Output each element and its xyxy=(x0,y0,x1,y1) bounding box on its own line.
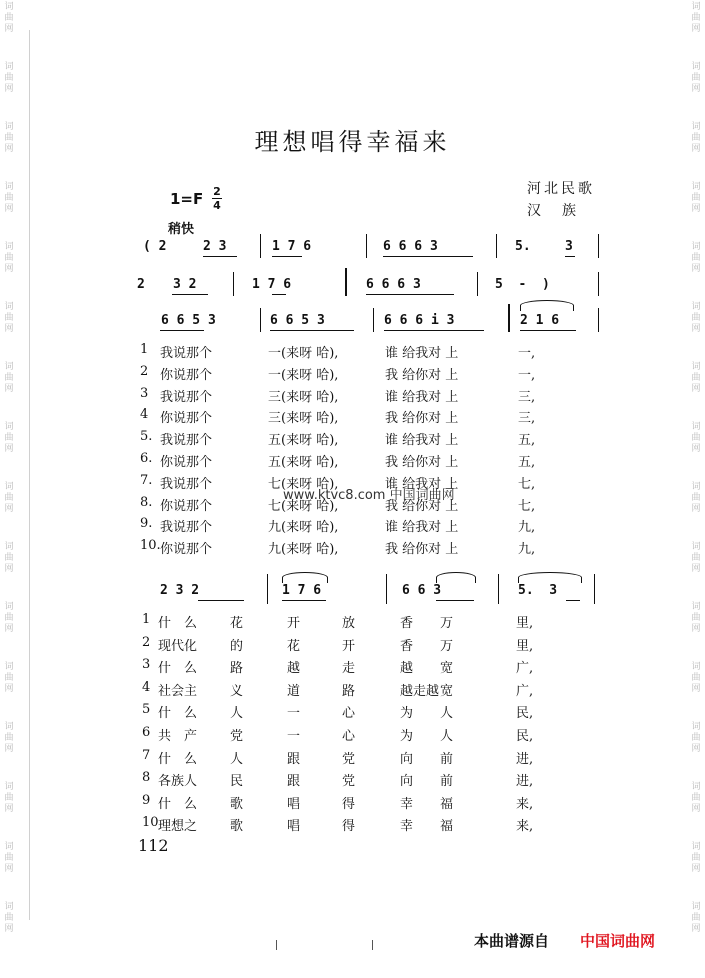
side-glyph: 词 xyxy=(691,722,701,732)
verse2-word: 向 xyxy=(400,774,414,790)
side-glyph: 曲 xyxy=(4,853,14,863)
verse1-d: 九, xyxy=(518,542,536,558)
verse2-word: 跟 xyxy=(287,774,301,790)
verse2-word: 人 xyxy=(440,729,454,744)
verse1-d: 九, xyxy=(518,520,536,536)
line1-m2: 6 6 5 3 xyxy=(270,313,325,328)
verse2-word: 越走越 xyxy=(400,683,440,699)
side-glyph: 网 xyxy=(4,84,14,94)
side-glyph-group xyxy=(2,482,16,515)
verse1-a: 我说那个 xyxy=(160,520,213,536)
verse1-c: 我 给你对 上 xyxy=(385,411,459,427)
verse1-d: 七, xyxy=(518,498,536,514)
verse2-number: 9 xyxy=(142,792,151,808)
verse2-word: 跟 xyxy=(287,751,301,767)
verse2-word: 来, xyxy=(516,796,534,812)
verse2-word: 广, xyxy=(516,661,534,677)
side-glyph: 词 xyxy=(4,902,14,912)
side-glyph: 词 xyxy=(4,662,14,672)
side-glyph: 词 xyxy=(4,422,14,432)
verse2-word: 开 xyxy=(342,638,356,654)
side-glyph: 曲 xyxy=(691,613,701,623)
verse2-word: 福 xyxy=(440,819,454,835)
key-signature: 1=F xyxy=(170,190,204,208)
margin-line xyxy=(29,30,30,920)
side-glyph: 网 xyxy=(4,504,14,514)
verse2-word: 广, xyxy=(516,683,534,699)
side-glyph-group xyxy=(2,2,16,35)
side-glyph: 词 xyxy=(691,602,701,612)
verse2-word: 党 xyxy=(230,729,244,744)
verse1-a: 我说那个 xyxy=(160,433,213,449)
verse1-b: 一(来呀 哈), xyxy=(268,367,339,383)
side-glyph-group xyxy=(689,182,703,215)
side-glyph: 曲 xyxy=(4,733,14,743)
verse2-number: 10 xyxy=(142,815,159,831)
side-glyph: 词 xyxy=(4,542,14,552)
verse1-d: 一, xyxy=(518,367,536,383)
side-glyph: 网 xyxy=(4,444,14,454)
verse1-a: 你说那个 xyxy=(160,498,213,514)
verse1-a: 我说那个 xyxy=(160,476,213,492)
side-glyph: 网 xyxy=(691,144,701,154)
side-glyph: 网 xyxy=(4,204,14,214)
side-glyph: 网 xyxy=(691,24,701,34)
verse1-n: 5. xyxy=(140,429,153,445)
verse1-b: 三(来呀 哈), xyxy=(268,411,339,427)
verse2-word: 里, xyxy=(516,616,534,631)
side-glyph-group xyxy=(689,842,703,875)
side-glyph: 曲 xyxy=(691,793,701,803)
verse2-word: 民, xyxy=(516,729,534,744)
line2-m4: 5. 3 xyxy=(518,583,558,598)
verse2-word: 花 xyxy=(287,638,301,654)
verse2-word: 来, xyxy=(516,819,534,835)
verse2-number: 5 xyxy=(142,702,151,718)
verse1-n: 9. xyxy=(140,516,153,532)
verse1-b: 五(来呀 哈), xyxy=(268,455,339,470)
side-glyph: 词 xyxy=(4,482,14,492)
time-denominator: 4 xyxy=(213,199,221,212)
verse2-word: 一 xyxy=(287,706,301,722)
verse2-word: 唱 xyxy=(287,819,301,835)
side-glyph: 曲 xyxy=(691,673,701,683)
side-glyph: 词 xyxy=(4,242,14,252)
side-glyph: 词 xyxy=(4,362,14,372)
verse2-word: 各族 xyxy=(158,774,185,790)
verse1-c: 谁 给我对 上 xyxy=(385,520,459,536)
verse1-d: 三, xyxy=(518,411,536,427)
verse2-word: 什 xyxy=(158,751,172,767)
side-glyph-group xyxy=(689,782,703,815)
source-site-link[interactable]: 中国词曲网 xyxy=(580,932,656,950)
verse1-n: 4 xyxy=(140,407,149,423)
verse2-word: 花 xyxy=(230,616,244,631)
verse2-word: 香 xyxy=(400,616,414,631)
side-glyph: 曲 xyxy=(4,493,14,503)
side-glyph: 网 xyxy=(691,84,701,94)
side-glyph-group xyxy=(2,782,16,815)
verse2-word: 道 xyxy=(287,683,301,699)
verse2-word: 为 xyxy=(400,729,414,744)
side-glyph: 词 xyxy=(691,242,701,252)
verse1-c: 我 给你对 上 xyxy=(385,542,459,558)
side-glyph: 曲 xyxy=(4,313,14,323)
side-glyph-group xyxy=(689,482,703,515)
side-glyph: 网 xyxy=(4,264,14,274)
side-glyph: 词 xyxy=(4,602,14,612)
verse2-word: 幸 xyxy=(400,796,414,812)
side-glyph: 词 xyxy=(691,842,701,852)
song-nation: 汉族 xyxy=(527,203,597,219)
verse1-n: 2 xyxy=(140,363,149,379)
side-glyph: 网 xyxy=(691,444,701,454)
side-glyph: 网 xyxy=(4,624,14,634)
side-glyph: 网 xyxy=(691,324,701,334)
side-glyph: 曲 xyxy=(4,73,14,83)
side-glyph: 词 xyxy=(4,122,14,132)
side-glyph: 曲 xyxy=(4,553,14,563)
line1-m4: 2 1 6 xyxy=(520,313,560,328)
side-glyph: 词 xyxy=(4,782,14,792)
verse2-word: 人 xyxy=(230,706,244,722)
side-glyph-group xyxy=(2,902,16,935)
verse2-number: 2 xyxy=(142,634,151,650)
side-glyph: 网 xyxy=(4,564,14,574)
verse2-word: 么 xyxy=(184,751,198,767)
side-glyph: 网 xyxy=(691,684,701,694)
source-label: 本曲谱源自 xyxy=(474,932,550,950)
verse2-word: 走 xyxy=(342,661,356,677)
verse2-word: 歌 xyxy=(230,796,244,812)
side-glyph-group xyxy=(2,242,16,275)
verse1-n: 7. xyxy=(140,472,153,488)
intro2-m3: 6 6 6 3 xyxy=(366,277,421,292)
intro2-m1b: 3 2 xyxy=(173,277,197,292)
side-glyph: 词 xyxy=(4,722,14,732)
side-glyph: 网 xyxy=(691,264,701,274)
verse2-word: 得 xyxy=(342,796,356,812)
verse2-word: 宽 xyxy=(440,661,454,677)
verse2-word: 么 xyxy=(184,796,198,812)
side-glyph: 网 xyxy=(4,744,14,754)
verse2-word: 一 xyxy=(287,729,301,744)
verse2-word: 的 xyxy=(230,638,244,654)
verse2-word: 民, xyxy=(516,706,534,722)
verse2-word: 越 xyxy=(287,661,301,677)
side-glyph: 网 xyxy=(4,804,14,814)
verse1-c: 我 给你对 上 xyxy=(385,498,459,514)
verse1-b: 七(来呀 哈), xyxy=(268,498,339,514)
side-glyph: 曲 xyxy=(4,193,14,203)
side-glyph: 词 xyxy=(691,122,701,132)
side-glyph: 曲 xyxy=(691,433,701,443)
side-glyph-group xyxy=(689,362,703,395)
side-glyph: 网 xyxy=(4,684,14,694)
verse1-b: 一(来呀 哈), xyxy=(268,346,339,361)
verse2-word: 之 xyxy=(184,819,198,835)
side-glyph-group xyxy=(2,62,16,95)
verse2-word: 么 xyxy=(184,661,198,677)
side-glyph: 曲 xyxy=(691,133,701,143)
side-glyph: 曲 xyxy=(691,253,701,263)
line2-m3: 6 6 3 xyxy=(402,583,442,598)
verse2-word: 民 xyxy=(230,774,244,790)
verse2-word: 里, xyxy=(516,638,534,654)
side-glyph: 词 xyxy=(691,902,701,912)
verse1-b: 九(来呀 哈), xyxy=(268,520,339,536)
side-glyph-group xyxy=(2,422,16,455)
side-glyph: 曲 xyxy=(4,613,14,623)
intro1-m1a: ( 2 xyxy=(143,239,167,254)
verse1-n: 8. xyxy=(140,494,153,510)
side-glyph-group xyxy=(689,542,703,575)
side-glyph: 曲 xyxy=(4,673,14,683)
verse1-d: 一, xyxy=(518,346,536,361)
side-glyph-group xyxy=(2,542,16,575)
side-glyph: 网 xyxy=(691,804,701,814)
side-glyph: 网 xyxy=(4,324,14,334)
verse1-b: 三(来呀 哈), xyxy=(268,389,339,405)
side-glyph: 曲 xyxy=(691,553,701,563)
side-glyph-group xyxy=(689,902,703,935)
side-glyph: 曲 xyxy=(4,433,14,443)
intro1-m1b: 2 3 xyxy=(203,239,227,254)
page-number: 112 xyxy=(138,836,169,855)
verse1-n: 6. xyxy=(140,451,153,466)
side-glyph: 曲 xyxy=(4,253,14,263)
side-glyph: 词 xyxy=(4,842,14,852)
time-numerator: 2 xyxy=(213,185,221,198)
side-glyph: 词 xyxy=(4,302,14,312)
side-glyph: 曲 xyxy=(691,733,701,743)
side-glyph: 网 xyxy=(691,504,701,514)
side-glyph: 词 xyxy=(691,782,701,792)
verse2-word: 理想 xyxy=(158,819,185,835)
side-glyph: 词 xyxy=(691,362,701,372)
side-glyph-group xyxy=(689,2,703,35)
side-glyph: 词 xyxy=(691,182,701,192)
verse2-word: 歌 xyxy=(230,819,244,835)
line1-m1: 6 6 5 3 xyxy=(161,313,216,328)
verse2-word: 放 xyxy=(342,616,356,631)
side-glyph: 词 xyxy=(691,422,701,432)
line2-m1: 2 3 2 xyxy=(160,583,200,598)
side-glyph: 曲 xyxy=(691,13,701,23)
side-glyph: 网 xyxy=(4,144,14,154)
verse2-number: 6 xyxy=(142,725,151,740)
verse2-word: 什 xyxy=(158,616,172,631)
intro1-m4a: 5. xyxy=(515,239,531,254)
side-glyph: 网 xyxy=(4,24,14,34)
time-signature xyxy=(212,186,222,211)
verse2-word: 为 xyxy=(400,706,414,722)
verse1-c: 谁 给我对 上 xyxy=(385,433,459,449)
verse2-word: 向 xyxy=(400,751,414,767)
verse2-word: 进, xyxy=(516,774,534,790)
verse2-word: 前 xyxy=(440,751,454,767)
side-glyph: 曲 xyxy=(691,913,701,923)
verse1-n: 10. xyxy=(140,538,161,554)
side-glyph: 曲 xyxy=(4,13,14,23)
side-glyph: 词 xyxy=(4,62,14,72)
side-glyph: 词 xyxy=(691,2,701,12)
verse2-word: 社会主 xyxy=(158,683,198,699)
side-glyph: 网 xyxy=(691,924,701,934)
side-glyph-group xyxy=(689,722,703,755)
side-glyph: 词 xyxy=(691,482,701,492)
side-glyph: 网 xyxy=(691,624,701,634)
verse2-word: 万 xyxy=(440,616,454,631)
verse1-b: 九(来呀 哈), xyxy=(268,542,339,558)
side-glyph: 曲 xyxy=(691,313,701,323)
side-glyph: 网 xyxy=(4,864,14,874)
side-glyph-group xyxy=(2,182,16,215)
side-glyph: 曲 xyxy=(691,73,701,83)
verse2-word: 人 xyxy=(184,774,198,790)
verse2-word: 进, xyxy=(516,751,534,767)
verse1-a: 你说那个 xyxy=(160,455,213,470)
side-glyph: 曲 xyxy=(691,493,701,503)
tempo-marking: 稍快 xyxy=(168,222,195,237)
side-glyph-group xyxy=(2,842,16,875)
verse1-b: 五(来呀 哈), xyxy=(268,433,339,449)
side-glyph: 词 xyxy=(4,2,14,12)
side-glyph: 网 xyxy=(691,864,701,874)
side-glyph-group xyxy=(2,602,16,635)
verse2-word: 心 xyxy=(342,706,356,722)
side-glyph-group xyxy=(689,62,703,95)
side-glyph: 网 xyxy=(691,564,701,574)
verse2-word: 么 xyxy=(184,706,198,722)
verse2-word: 宽 xyxy=(440,683,454,699)
verse1-d: 五, xyxy=(518,455,536,470)
side-glyph: 曲 xyxy=(691,853,701,863)
side-glyph: 词 xyxy=(4,182,14,192)
verse2-word: 党 xyxy=(342,751,356,767)
verse1-n: 1 xyxy=(140,342,149,357)
verse1-d: 五, xyxy=(518,433,536,449)
side-glyph: 曲 xyxy=(4,913,14,923)
line2-m2: 1 7 6 xyxy=(282,583,322,598)
verse2-word: 万 xyxy=(440,638,454,654)
verse2-word: 共 xyxy=(158,729,172,744)
side-glyph-group xyxy=(689,242,703,275)
verse1-c: 谁 给我对 上 xyxy=(385,476,459,492)
verse2-word: 什 xyxy=(158,796,172,812)
verse2-word: 开 xyxy=(287,616,301,631)
verse2-word: 福 xyxy=(440,796,454,812)
song-origin: 河北民歌 xyxy=(527,181,595,197)
side-glyph-group xyxy=(2,722,16,755)
side-glyph: 网 xyxy=(691,204,701,214)
verse2-number: 3 xyxy=(142,657,151,673)
verse1-a: 我说那个 xyxy=(160,346,213,361)
side-glyph-group xyxy=(689,662,703,695)
verse2-word: 人 xyxy=(440,706,454,722)
intro1-m2: 1 7 6 xyxy=(272,239,312,254)
side-glyph: 网 xyxy=(691,744,701,754)
side-glyph-group xyxy=(689,302,703,335)
verse1-a: 你说那个 xyxy=(160,542,213,558)
verse2-word: 人 xyxy=(230,751,244,767)
verse2-word: 香 xyxy=(400,638,414,654)
verse1-c: 谁 给我对 上 xyxy=(385,346,459,361)
verse1-c: 谁 给我对 上 xyxy=(385,389,459,405)
side-glyph: 曲 xyxy=(691,193,701,203)
verse2-word: 什 xyxy=(158,661,172,677)
side-glyph: 网 xyxy=(691,384,701,394)
verse1-n: 3 xyxy=(140,385,149,401)
verse2-word: 么 xyxy=(184,616,198,631)
side-glyph: 词 xyxy=(691,302,701,312)
verse2-word: 唱 xyxy=(287,796,301,812)
side-glyph-group xyxy=(2,362,16,395)
side-glyph: 网 xyxy=(4,384,14,394)
verse1-a: 我说那个 xyxy=(160,389,213,405)
watermark-text: www.ktvc8.com 中国词曲网 xyxy=(283,488,455,503)
verse2-number: 8 xyxy=(142,770,151,786)
side-glyph-group xyxy=(2,302,16,335)
verse2-word: 现代化 xyxy=(158,638,198,654)
verse2-number: 7 xyxy=(142,747,151,763)
verse2-word: 得 xyxy=(342,819,356,835)
side-glyph: 曲 xyxy=(4,793,14,803)
verse2-number: 1 xyxy=(142,612,151,627)
side-glyph-group xyxy=(689,602,703,635)
side-glyph: 词 xyxy=(691,542,701,552)
side-glyph: 词 xyxy=(691,62,701,72)
side-glyph: 曲 xyxy=(4,133,14,143)
verse1-a: 你说那个 xyxy=(160,411,213,427)
verse1-c: 我 给你对 上 xyxy=(385,455,459,470)
verse2-word: 什 xyxy=(158,706,172,722)
side-glyph-group xyxy=(2,662,16,695)
verse1-d: 七, xyxy=(518,476,536,492)
verse2-word: 义 xyxy=(230,683,244,699)
verse1-b: 七(来呀 哈), xyxy=(268,476,339,492)
verse2-word: 路 xyxy=(342,683,356,699)
verse2-word: 党 xyxy=(342,774,356,790)
verse2-word: 幸 xyxy=(400,819,414,835)
verse1-c: 我 给你对 上 xyxy=(385,367,459,383)
verse2-word: 路 xyxy=(230,661,244,677)
verse2-number: 4 xyxy=(142,679,151,695)
side-glyph: 词 xyxy=(691,662,701,672)
intro1-m4b: 3 xyxy=(565,239,573,254)
side-glyph: 曲 xyxy=(691,373,701,383)
intro2-m2: 1 7 6 xyxy=(252,277,292,292)
verse2-word: 前 xyxy=(440,774,454,790)
song-title: 理想唱得幸福来 xyxy=(254,128,451,156)
intro2-m1a: 2 xyxy=(137,277,145,292)
verse2-word: 产 xyxy=(184,729,198,744)
side-glyph: 网 xyxy=(4,924,14,934)
verse1-a: 你说那个 xyxy=(160,367,213,383)
verse1-d: 三, xyxy=(518,389,536,405)
side-glyph: 曲 xyxy=(4,373,14,383)
intro2-m4: 5 - ) xyxy=(495,277,550,292)
verse2-word: 越 xyxy=(400,661,414,677)
line1-m3: 6 6 6 i 3 xyxy=(384,313,455,328)
intro1-m3: 6 6 6 3 xyxy=(383,239,438,254)
verse2-word: 心 xyxy=(342,729,356,744)
side-glyph-group xyxy=(689,422,703,455)
